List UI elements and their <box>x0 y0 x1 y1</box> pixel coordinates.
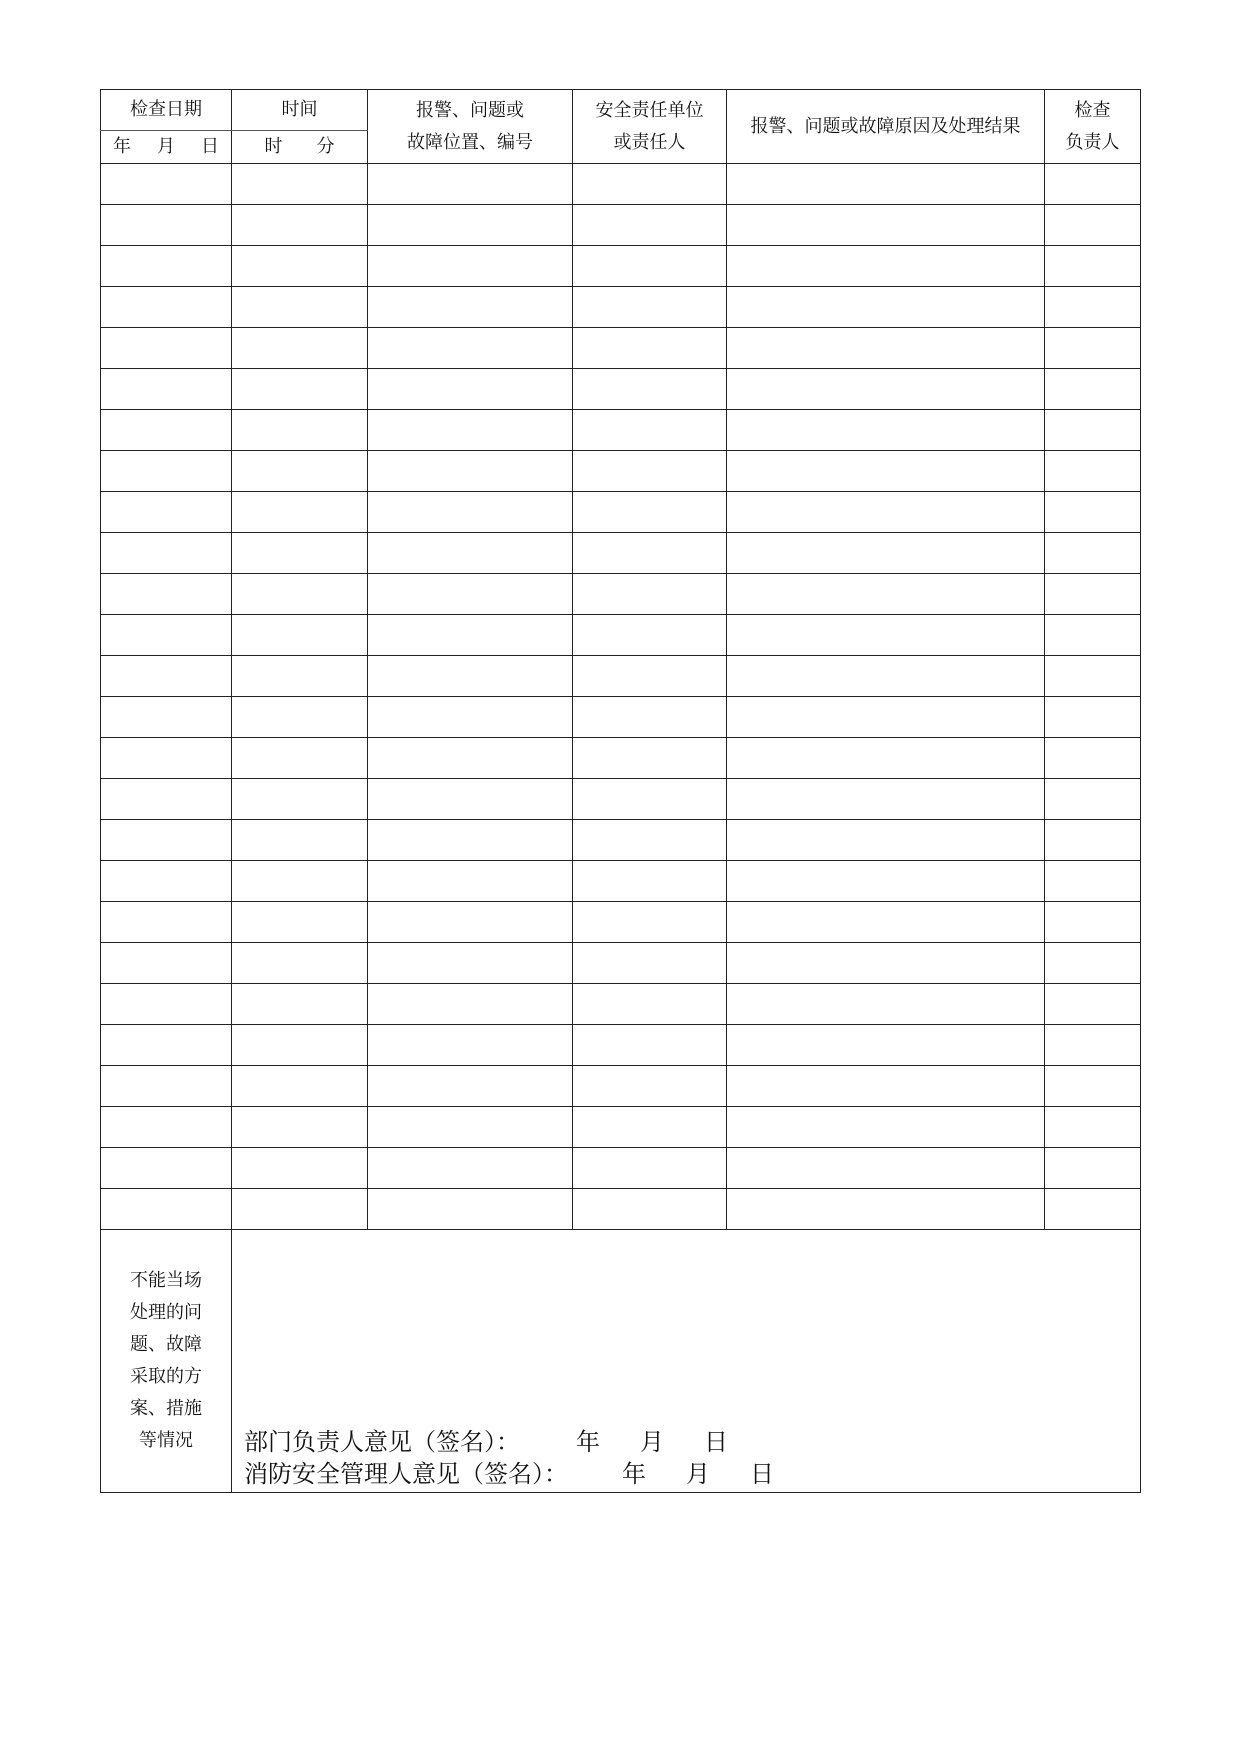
date-cell[interactable] <box>101 738 232 779</box>
time-cell[interactable] <box>232 861 368 902</box>
date-cell[interactable] <box>101 246 232 287</box>
time-header: 时间 <box>232 90 368 131</box>
manager-opinion-label: 消防安全管理人意见（签名）： <box>244 1460 568 1488</box>
dept-month-unit: 月 <box>640 1428 664 1456</box>
cause-result-cell[interactable] <box>727 615 1045 656</box>
responsible-unit-cell[interactable] <box>573 492 727 533</box>
unresolved-issues-label <box>101 1230 232 1493</box>
time-cell[interactable] <box>232 246 368 287</box>
table-row <box>101 656 1141 697</box>
table-row <box>101 1148 1141 1189</box>
responsible-unit-cell[interactable] <box>573 943 727 984</box>
time-cell[interactable] <box>232 697 368 738</box>
cause-result-cell[interactable] <box>727 697 1045 738</box>
location-cell[interactable] <box>368 1189 573 1230</box>
inspector-cell[interactable] <box>1045 738 1141 779</box>
table-row <box>101 410 1141 451</box>
inspector-header-line2: 负责人 <box>1065 131 1120 153</box>
inspector-cell[interactable] <box>1045 369 1141 410</box>
dept-opinion-line <box>244 1426 728 1458</box>
cause-result-cell[interactable] <box>727 205 1045 246</box>
responsible-unit-cell[interactable] <box>573 1025 727 1066</box>
unresolved-issues-label-line: 处理的问 <box>130 1302 202 1323</box>
cause-result-cell[interactable] <box>727 1025 1045 1066</box>
cause-result-cell[interactable] <box>727 861 1045 902</box>
minute-unit: 分 <box>316 136 335 157</box>
location-cell[interactable] <box>368 574 573 615</box>
date-cell[interactable] <box>101 451 232 492</box>
date-cell[interactable] <box>101 820 232 861</box>
date-cell[interactable] <box>101 328 232 369</box>
cause-result-cell[interactable] <box>727 246 1045 287</box>
hour-unit: 时 <box>264 136 283 157</box>
cause-result-cell[interactable] <box>727 1189 1045 1230</box>
date-cell[interactable] <box>101 1025 232 1066</box>
inspector-cell[interactable] <box>1045 451 1141 492</box>
responsible-unit-cell[interactable] <box>573 820 727 861</box>
inspector-header-line1: 检查 <box>1074 99 1111 121</box>
unresolved-issues-label-line: 等情况 <box>139 1430 193 1451</box>
responsible-unit-cell[interactable] <box>573 738 727 779</box>
table-row <box>101 943 1141 984</box>
time-cell[interactable] <box>232 1189 368 1230</box>
date-cell[interactable] <box>101 902 232 943</box>
time-cell[interactable] <box>232 1107 368 1148</box>
table-row <box>101 451 1141 492</box>
responsible-unit-header-line1: 安全责任单位 <box>595 99 704 121</box>
responsible-unit-cell[interactable] <box>573 1066 727 1107</box>
table-row <box>101 984 1141 1025</box>
header-row <box>101 90 1141 131</box>
location-cell[interactable] <box>368 1148 573 1189</box>
table-row <box>101 902 1141 943</box>
inspector-cell[interactable] <box>1045 902 1141 943</box>
cause-result-cell[interactable] <box>727 574 1045 615</box>
responsible-unit-cell[interactable] <box>573 656 727 697</box>
month-unit: 月 <box>157 136 175 157</box>
table-row <box>101 369 1141 410</box>
time-cell[interactable] <box>232 984 368 1025</box>
date-cell[interactable] <box>101 861 232 902</box>
table-row <box>101 861 1141 902</box>
inspector-cell[interactable] <box>1045 1189 1141 1230</box>
manager-day-unit: 日 <box>750 1460 774 1488</box>
location-cell[interactable] <box>368 943 573 984</box>
cause-result-cell[interactable] <box>727 533 1045 574</box>
location-cell[interactable] <box>368 1066 573 1107</box>
date-header: 检查日期 <box>101 90 232 131</box>
time-units <box>232 131 368 164</box>
table-row <box>101 492 1141 533</box>
cause-result-cell[interactable] <box>727 328 1045 369</box>
location-cell[interactable] <box>368 205 573 246</box>
time-cell[interactable] <box>232 164 368 205</box>
table-row <box>101 164 1141 205</box>
cause-result-cell[interactable] <box>727 943 1045 984</box>
time-cell[interactable] <box>232 656 368 697</box>
location-cell[interactable] <box>368 1107 573 1148</box>
date-cell[interactable] <box>101 1066 232 1107</box>
date-cell[interactable] <box>101 164 232 205</box>
table-row <box>101 533 1141 574</box>
inspector-cell[interactable] <box>1045 287 1141 328</box>
responsible-unit-cell[interactable] <box>573 1107 727 1148</box>
manager-month-unit: 月 <box>686 1460 710 1488</box>
date-cell[interactable] <box>101 1189 232 1230</box>
time-cell[interactable] <box>232 287 368 328</box>
location-cell[interactable] <box>368 656 573 697</box>
unresolved-issues-label-line: 案、措施 <box>130 1398 202 1419</box>
location-cell[interactable] <box>368 492 573 533</box>
cause-result-cell[interactable] <box>727 1148 1045 1189</box>
responsible-unit-cell[interactable] <box>573 369 727 410</box>
inspector-header <box>1045 90 1141 164</box>
time-cell[interactable] <box>232 779 368 820</box>
table-row <box>101 287 1141 328</box>
location-cell[interactable] <box>368 861 573 902</box>
time-cell[interactable] <box>232 1025 368 1066</box>
inspector-cell[interactable] <box>1045 328 1141 369</box>
time-cell[interactable] <box>232 533 368 574</box>
manager-year-unit: 年 <box>622 1460 646 1488</box>
unresolved-issues-field[interactable] <box>232 1230 1141 1493</box>
inspector-cell[interactable] <box>1045 779 1141 820</box>
date-cell[interactable] <box>101 984 232 1025</box>
time-cell[interactable] <box>232 492 368 533</box>
location-cell[interactable] <box>368 697 573 738</box>
inspector-cell[interactable] <box>1045 1148 1141 1189</box>
responsible-unit-cell[interactable] <box>573 246 727 287</box>
location-cell[interactable] <box>368 369 573 410</box>
inspector-cell[interactable] <box>1045 1066 1141 1107</box>
date-cell[interactable] <box>101 574 232 615</box>
responsible-unit-cell[interactable] <box>573 1148 727 1189</box>
date-cell[interactable] <box>101 779 232 820</box>
cause-result-cell[interactable] <box>727 902 1045 943</box>
footer-row <box>101 1230 1141 1493</box>
location-cell[interactable] <box>368 615 573 656</box>
date-units <box>101 131 232 164</box>
table-row <box>101 1025 1141 1066</box>
location-cell[interactable] <box>368 287 573 328</box>
inspector-cell[interactable] <box>1045 697 1141 738</box>
cause-result-cell[interactable] <box>727 492 1045 533</box>
location-cell[interactable] <box>368 164 573 205</box>
table-row <box>101 574 1141 615</box>
location-cell[interactable] <box>368 820 573 861</box>
responsible-unit-header-line2: 或责任人 <box>613 131 686 153</box>
cause-result-cell[interactable] <box>727 451 1045 492</box>
table-row <box>101 738 1141 779</box>
responsible-unit-cell[interactable] <box>573 902 727 943</box>
location-cell[interactable] <box>368 451 573 492</box>
cause-result-cell[interactable] <box>727 369 1045 410</box>
location-header <box>368 90 573 164</box>
table-row <box>101 328 1141 369</box>
cause-result-cell[interactable] <box>727 656 1045 697</box>
time-cell[interactable] <box>232 1066 368 1107</box>
date-cell[interactable] <box>101 369 232 410</box>
inspector-cell[interactable] <box>1045 1025 1141 1066</box>
day-unit: 日 <box>201 136 219 157</box>
responsible-unit-cell[interactable] <box>573 328 727 369</box>
dept-opinion-label: 部门负责人意见（签名）： <box>244 1428 520 1456</box>
location-header-line2: 故障位置、编号 <box>407 131 533 153</box>
year-unit: 年 <box>113 136 131 157</box>
location-cell[interactable] <box>368 328 573 369</box>
table-row <box>101 246 1141 287</box>
time-cell[interactable] <box>232 738 368 779</box>
responsible-unit-cell[interactable] <box>573 164 727 205</box>
location-cell[interactable] <box>368 410 573 451</box>
location-cell[interactable] <box>368 738 573 779</box>
responsible-unit-cell[interactable] <box>573 779 727 820</box>
inspector-cell[interactable] <box>1045 574 1141 615</box>
responsible-unit-cell[interactable] <box>573 697 727 738</box>
date-cell[interactable] <box>101 697 232 738</box>
inspector-cell[interactable] <box>1045 246 1141 287</box>
time-cell[interactable] <box>232 369 368 410</box>
time-cell[interactable] <box>232 574 368 615</box>
table-row <box>101 205 1141 246</box>
inspector-cell[interactable] <box>1045 615 1141 656</box>
location-header-line1: 报警、问题或 <box>416 99 524 121</box>
time-cell[interactable] <box>232 902 368 943</box>
time-cell[interactable] <box>232 615 368 656</box>
cause-result-cell[interactable] <box>727 984 1045 1025</box>
date-cell[interactable] <box>101 943 232 984</box>
table-row <box>101 820 1141 861</box>
date-cell[interactable] <box>101 287 232 328</box>
manager-opinion-line <box>244 1458 774 1490</box>
location-cell[interactable] <box>368 902 573 943</box>
date-cell[interactable] <box>101 1107 232 1148</box>
time-cell[interactable] <box>232 943 368 984</box>
time-cell[interactable] <box>232 820 368 861</box>
location-cell[interactable] <box>368 533 573 574</box>
dept-day-unit: 日 <box>704 1428 728 1456</box>
responsible-unit-cell[interactable] <box>573 615 727 656</box>
table-row <box>101 779 1141 820</box>
responsible-unit-cell[interactable] <box>573 205 727 246</box>
dept-year-unit: 年 <box>576 1428 600 1456</box>
cause-result-header: 报警、问题或故障原因及处理结果 <box>727 90 1045 164</box>
time-cell[interactable] <box>232 205 368 246</box>
inspector-cell[interactable] <box>1045 820 1141 861</box>
responsible-unit-cell[interactable] <box>573 451 727 492</box>
cause-result-cell[interactable] <box>727 164 1045 205</box>
location-cell[interactable] <box>368 1025 573 1066</box>
cause-result-cell[interactable] <box>727 1107 1045 1148</box>
responsible-unit-cell[interactable] <box>573 574 727 615</box>
location-cell[interactable] <box>368 779 573 820</box>
responsible-unit-cell[interactable] <box>573 861 727 902</box>
unresolved-issues-label-line: 不能当场 <box>130 1270 202 1291</box>
inspector-cell[interactable] <box>1045 164 1141 205</box>
responsible-unit-cell[interactable] <box>573 533 727 574</box>
responsible-unit-cell[interactable] <box>573 410 727 451</box>
inspector-cell[interactable] <box>1045 410 1141 451</box>
responsible-unit-header <box>573 90 727 164</box>
cause-result-cell[interactable] <box>727 1066 1045 1107</box>
unresolved-issues-label-line: 题、故障 <box>130 1334 202 1355</box>
date-cell[interactable] <box>101 533 232 574</box>
cause-result-cell[interactable] <box>727 410 1045 451</box>
time-cell[interactable] <box>232 328 368 369</box>
inspector-cell[interactable] <box>1045 492 1141 533</box>
inspector-cell[interactable] <box>1045 943 1141 984</box>
responsible-unit-cell[interactable] <box>573 1189 727 1230</box>
unresolved-issues-label-line: 采取的方 <box>130 1366 202 1387</box>
cause-result-cell[interactable] <box>727 820 1045 861</box>
table-row <box>101 1107 1141 1148</box>
date-cell[interactable] <box>101 1148 232 1189</box>
date-cell[interactable] <box>101 656 232 697</box>
responsible-unit-cell[interactable] <box>573 287 727 328</box>
time-cell[interactable] <box>232 451 368 492</box>
table-row <box>101 697 1141 738</box>
date-cell[interactable] <box>101 615 232 656</box>
table-row <box>101 615 1141 656</box>
table-row <box>101 1189 1141 1230</box>
time-cell[interactable] <box>232 1148 368 1189</box>
time-cell[interactable] <box>232 410 368 451</box>
location-cell[interactable] <box>368 984 573 1025</box>
table-row <box>101 1066 1141 1107</box>
inspection-record-table <box>100 89 1141 1493</box>
cause-result-cell[interactable] <box>727 738 1045 779</box>
inspector-cell[interactable] <box>1045 205 1141 246</box>
responsible-unit-cell[interactable] <box>573 984 727 1025</box>
inspector-cell[interactable] <box>1045 1107 1141 1148</box>
inspector-cell[interactable] <box>1045 533 1141 574</box>
date-cell[interactable] <box>101 492 232 533</box>
inspector-cell[interactable] <box>1045 861 1141 902</box>
inspector-cell[interactable] <box>1045 984 1141 1025</box>
date-cell[interactable] <box>101 205 232 246</box>
inspector-cell[interactable] <box>1045 656 1141 697</box>
cause-result-cell[interactable] <box>727 287 1045 328</box>
cause-result-cell[interactable] <box>727 779 1045 820</box>
date-cell[interactable] <box>101 410 232 451</box>
location-cell[interactable] <box>368 246 573 287</box>
